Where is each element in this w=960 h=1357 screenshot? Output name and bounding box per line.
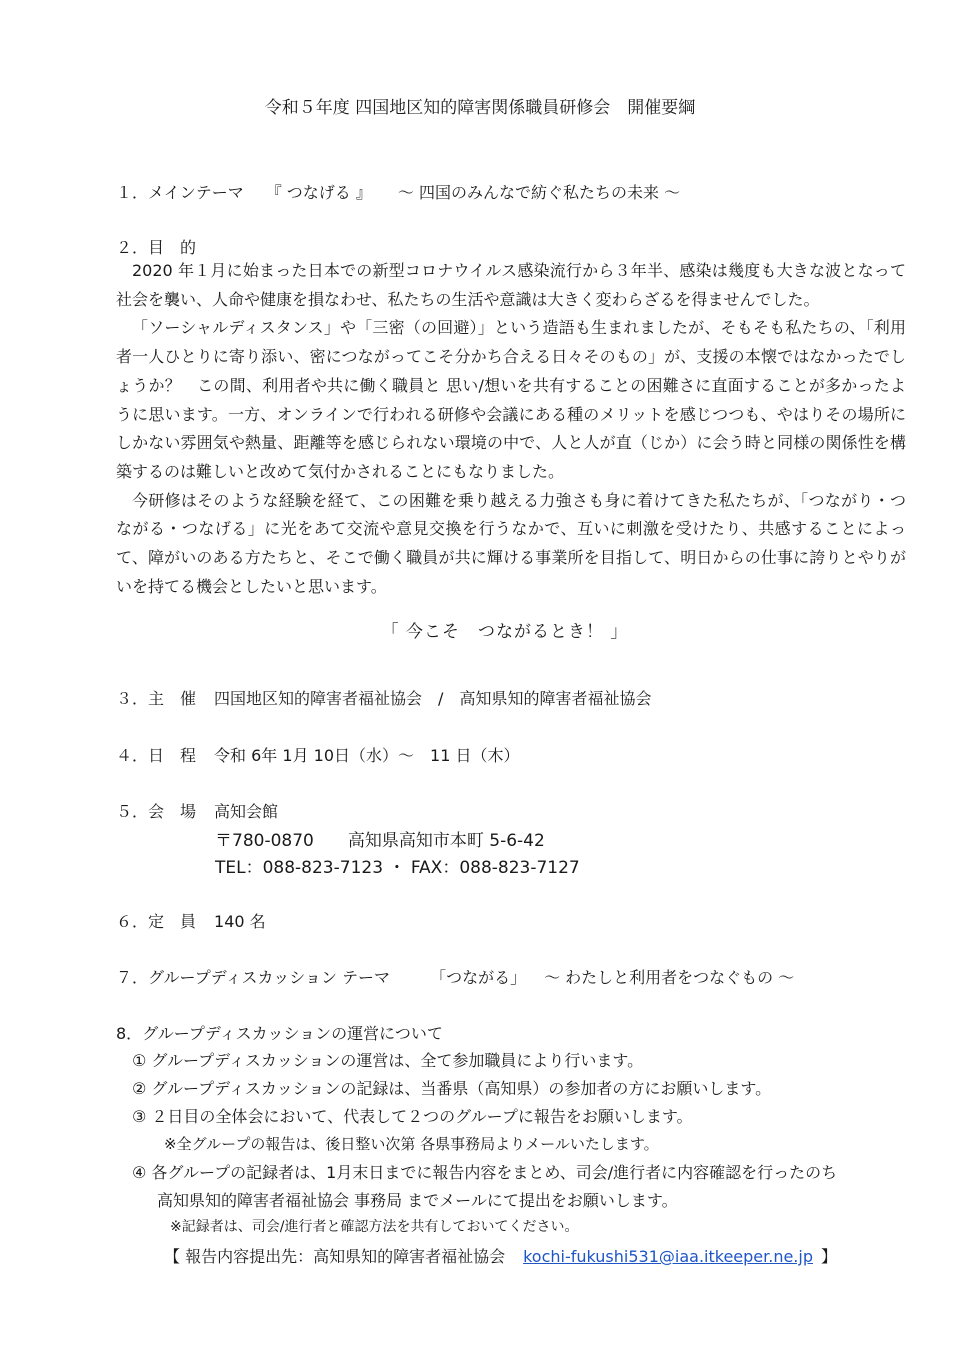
list-item: ③ ２日目の全体会において、代表して２つのグループに報告をお願いします。 <box>132 1107 693 1126</box>
list-item: ④ 各グループの記録者は、1月末日までに報告内容をまとめ、司会/進行者に内容確認を行ったのち <box>132 1163 838 1182</box>
section-label: メインテーマ <box>148 183 244 202</box>
section-label: 定 員 <box>148 912 197 931</box>
section-number: ２． <box>116 238 149 257</box>
list-note: ※全グループの報告は、後日整い次第 各県事務局よりメールいたします。 <box>164 1135 659 1153</box>
main-theme: 『 つなげる 』 <box>265 183 372 202</box>
schedule-value: 令和 6年 1月 10日（水）～ 11 日（木） <box>214 746 520 765</box>
list-note: ※記録者は、司会/進行者と確認方法を共有しておいてください。 <box>170 1219 579 1235</box>
discussion-theme: 「つながる」 <box>430 968 527 987</box>
section-organizer <box>116 686 651 709</box>
section-number: 8． <box>116 1024 143 1043</box>
postal-code: 〒780-0870 <box>215 831 314 851</box>
purpose-paragraph: 2020 年１月に始まった日本での新型コロナウイルス感染流行から３年半、感染は幾度も大きな波となって社会を襲い、人命や健康を損なわせ、私たちの生活や意識は大きく変わらざるを得ませんでした。 <box>116 261 906 309</box>
discussion-theme-subtitle: ～ わたしと利用者をつなぐもの ～ <box>544 968 795 987</box>
document-title: 令和５年度 四国地区知的障害関係職員研修会 開催要綱 <box>264 98 696 118</box>
section-number: １． <box>116 183 149 202</box>
capacity-value: 140 名 <box>214 912 266 931</box>
venue-contact: TEL：088-823-7123 ・ FAX：088-823-7127 <box>215 858 580 878</box>
purpose-body <box>116 257 906 601</box>
submission-bracket-close: 】 <box>821 1247 838 1266</box>
section-number: ６． <box>116 912 149 931</box>
section-main-theme <box>116 180 680 203</box>
venue-name: 高知会館 <box>214 802 279 821</box>
section-number: ４． <box>116 746 149 765</box>
purpose-paragraph: 今研修はそのような経験を経て、この困難を乗り越える力強さも身に着けてきた私たちが、「つながり・つながる・つなげる」に光をあて交流や意見交換を行うなかで、互いに刺激を受けたり、共感することによって、障がいのある方たちと、そこで働く職員が共に輝ける事業所を目指して、明日からの仕事に誇りとやりがいを持てる機会としたいと思います。 <box>116 490 906 596</box>
section-number: ７． <box>116 968 149 987</box>
section-number: ３． <box>116 689 149 708</box>
organizer-2: 高知県知的障害者福祉協会 <box>459 689 652 708</box>
section-discussion-theme <box>116 965 794 988</box>
venue-address-line <box>215 826 545 851</box>
organizer-separator: / <box>438 689 444 708</box>
list-item: ① グループディスカッションの運営は、全て参加職員により行います。 <box>132 1051 644 1070</box>
purpose-paragraph: 「ソーシャルディスタンス」や「三密（の回避）」という造語も生まれましたが、そもそも私たちの、「利用者一人ひとりに寄り添い、密につながってこそ分かち合える日々そのもの」が、支援の本懐ではなかったでしょうか？ この間、利用者や共に働く職員と 思い/想いを共有することの困難さに直面することが多かったように思います。一方、オンラインで行われる研修や会議にある種のメリットを感じつつも、やはりその場所にしかない雰囲気や熱量、距離等を感じられない環境の中で、人と人が直（じか）に会う時と同様の関係性を構築するのは難しいと改めて気付かされることにもなりました。 <box>116 318 906 481</box>
venue-address: 高知県高知市本町 5-6-42 <box>347 831 545 851</box>
section-label: 日 程 <box>148 746 197 765</box>
section-label: 目 的 <box>148 238 197 257</box>
submission-label: 【 報告内容提出先：高知県知的障害者福祉協会 <box>164 1247 506 1266</box>
section-purpose-heading <box>116 235 196 258</box>
section-discussion-management <box>116 1021 443 1044</box>
main-theme-subtitle: ～ 四国のみんなで紡ぐ私たちの未来 ～ <box>397 183 681 202</box>
section-schedule <box>116 743 519 766</box>
section-label: グループディスカッション テーマ <box>148 968 391 987</box>
section-capacity <box>116 909 266 932</box>
organizer-1: 四国地区知的障害者福祉協会 <box>214 689 423 708</box>
motto: 「 今こそ つながるとき！ 」 <box>381 622 629 642</box>
list-item: ② グループディスカッションの記録は、当番県（高知県）の参加者の方にお願いします。 <box>132 1079 772 1098</box>
submission-destination <box>164 1244 837 1267</box>
list-item-continuation: 高知県知的障害者福祉協会 事務局 までメールにて提出をお願いします。 <box>157 1191 678 1210</box>
section-label: 主 催 <box>148 689 197 708</box>
section-label: グループディスカッションの運営について <box>142 1024 443 1043</box>
section-venue <box>116 799 278 822</box>
submission-email-link[interactable]: kochi-fukushi531@iaa.itkeeper.ne.jp <box>523 1247 813 1266</box>
section-number: ５． <box>116 802 149 821</box>
section-label: 会 場 <box>148 802 197 821</box>
